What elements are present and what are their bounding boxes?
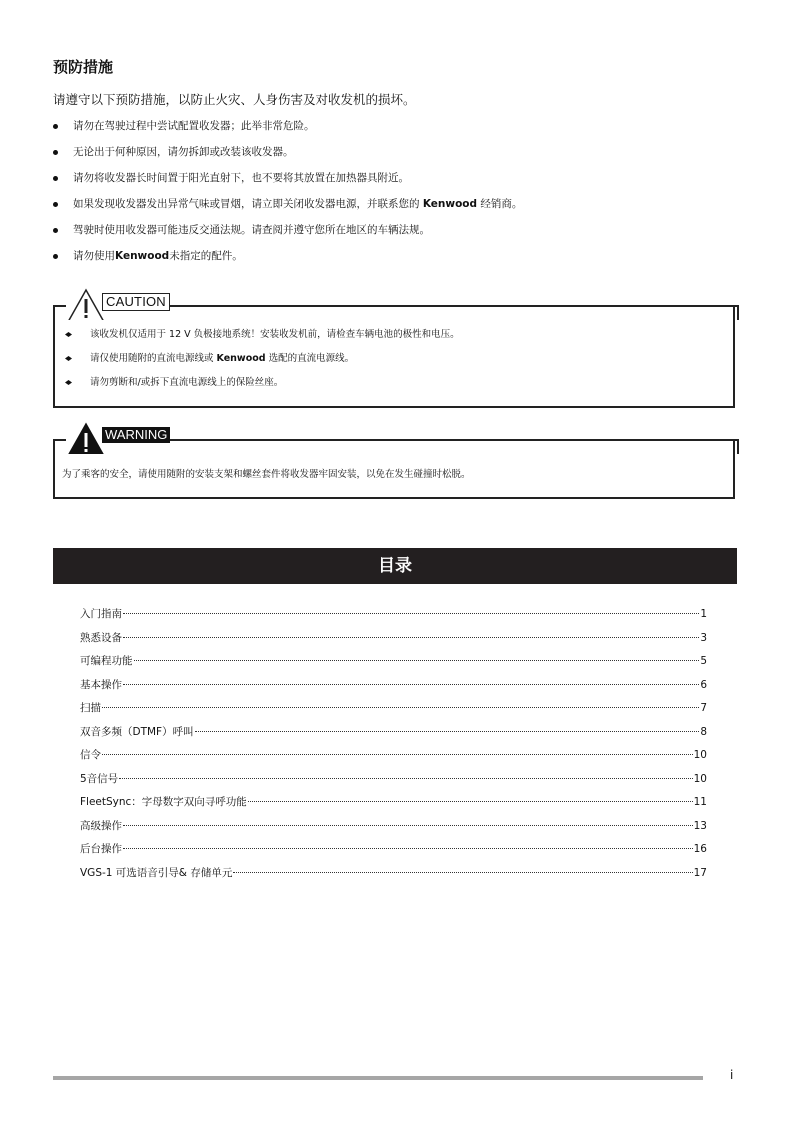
toc-entry-title: FleetSync：字母数字双向寻呼功能 — [80, 796, 247, 808]
toc-entry-title: 高级操作 — [80, 819, 122, 832]
exclamation-triangle-filled-icon — [68, 424, 104, 454]
caution-text: 该收发机仅适用于 12 V 负极接地系统！安装收发机前，请检查车辆电池的极性和电压。 — [90, 329, 460, 340]
toc-entry-title: 入门指南 — [80, 608, 122, 620]
toc-entry-title: 信令 — [80, 749, 101, 761]
toc-entry-page: 17 — [693, 866, 707, 879]
bullet-icon — [53, 254, 58, 259]
precaution-text: 请勿在驾驶过程中尝试配置收发器；此举非常危险。 — [73, 120, 315, 132]
caution-label: CAUTION — [102, 293, 170, 311]
warning-label: WARNING — [102, 427, 170, 443]
diamond-bullet-icon — [65, 380, 72, 385]
toc-entry-page: 5 — [700, 655, 707, 667]
toc-heading: 目录 — [53, 548, 737, 584]
toc-entry-page: 7 — [700, 702, 707, 714]
footer-rule — [53, 1076, 703, 1080]
exclamation-triangle-icon — [68, 290, 104, 320]
toc-entry-title: 可编程功能 — [80, 655, 133, 667]
toc-leader — [233, 862, 692, 873]
toc-entry-title: 双音多频（DTMF）呼叫 — [80, 725, 194, 738]
toc-list — [80, 606, 707, 888]
caution-box — [53, 294, 735, 408]
toc-entry-title: VGS-1 可选语音引导& 存储单元 — [80, 866, 233, 879]
precaution-text: 请勿将收发器长时间置于阳光直射下，也不要将其放置在加热器具附近。 — [73, 172, 409, 184]
toc-entry-page: 1 — [700, 608, 707, 620]
caution-text: 请仅使用随附的直流电源线或 Kenwood 选配的直流电源线。 — [90, 353, 355, 364]
page-number: i — [730, 1068, 734, 1082]
toc-entry-page: 16 — [693, 843, 707, 855]
toc-leader — [195, 721, 700, 732]
warning-text: 为了乘客的安全，请使用随附的安装支架和螺丝套件将收发器牢固安装，以免在发生碰撞时松脱。 — [62, 469, 471, 480]
diamond-bullet-icon — [65, 356, 72, 361]
toc-entry-page: 10 — [693, 749, 707, 761]
toc-leader — [123, 603, 699, 614]
bullet-icon — [53, 202, 58, 207]
bullet-icon — [53, 176, 58, 181]
toc-entry-page: 8 — [700, 725, 707, 738]
toc-leader — [119, 768, 692, 779]
toc-entry-title: 基本操作 — [80, 678, 122, 691]
precaution-text: 如果发现收发器发出异常气味或冒烟，请立即关闭收发器电源，并联系您的 Kenwood 经销商。 — [73, 198, 523, 210]
toc-leader — [123, 838, 693, 849]
diamond-bullet-icon — [65, 332, 72, 337]
toc-entry-title: 扫描 — [80, 702, 101, 714]
toc-leader — [248, 791, 693, 802]
caution-text: 请勿剪断和/或拆下直流电源线上的保险丝座。 — [90, 377, 284, 388]
toc-leader — [102, 744, 693, 755]
toc-entry-page: 3 — [700, 631, 707, 644]
toc-entry[interactable] — [80, 865, 707, 889]
toc-entry-title: 后台操作 — [80, 843, 122, 855]
precautions-intro: 请遵守以下预防措施，以防止火灾、人身伤害及对收发机的损坏。 — [53, 92, 416, 107]
bullet-icon — [53, 124, 58, 129]
bullet-icon — [53, 228, 58, 233]
warning-header — [53, 422, 739, 454]
toc-entry-page: 10 — [693, 772, 707, 785]
toc-leader — [123, 815, 693, 826]
bullet-icon — [53, 150, 58, 155]
precautions-title: 预防措施 — [53, 58, 114, 76]
caution-header — [53, 288, 739, 320]
toc-entry-page: 11 — [693, 796, 707, 808]
toc-leader — [123, 674, 699, 685]
toc-entry-title: 5音信号 — [80, 772, 119, 785]
warning-box — [53, 427, 735, 499]
precaution-text: 请勿使用Kenwood未指定的配件。 — [73, 250, 243, 262]
toc-leader — [123, 627, 699, 638]
toc-leader — [102, 697, 699, 708]
precaution-text: 驾驶时使用收发器可能违反交通法规。请查阅并遵守您所在地区的车辆法规。 — [73, 224, 430, 236]
toc-leader — [134, 650, 700, 661]
toc-entry-page: 6 — [700, 678, 707, 691]
precaution-text: 无论出于何种原因，请勿拆卸或改装该收发器。 — [73, 146, 294, 158]
toc-entry-title: 熟悉设备 — [80, 631, 122, 644]
toc-entry-page: 13 — [693, 819, 707, 832]
